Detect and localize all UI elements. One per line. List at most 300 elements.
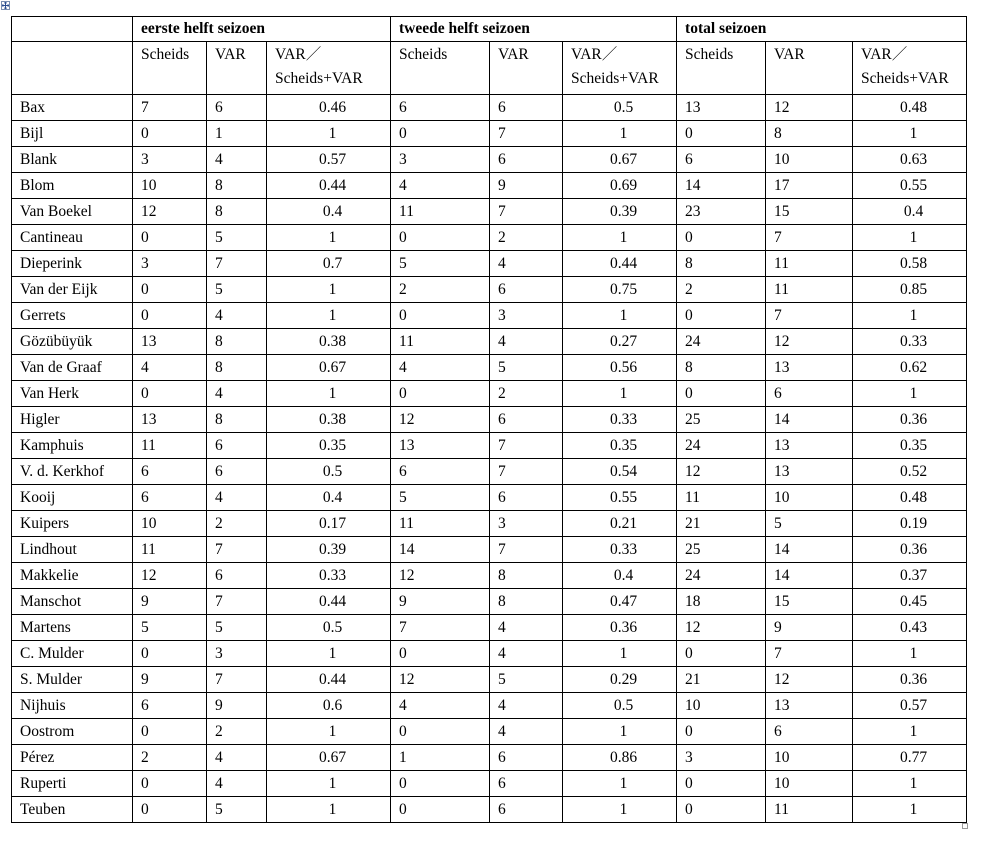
scheids-cell: 11 — [677, 485, 766, 511]
subheader-var: VAR — [766, 42, 853, 95]
table-row — [12, 329, 967, 355]
var-cell: 4 — [207, 381, 267, 407]
var-cell: 8 — [490, 589, 563, 615]
scheids-cell: 6 — [133, 693, 207, 719]
ratio-cell: 1 — [563, 771, 677, 797]
var-cell: 14 — [766, 563, 853, 589]
scheids-cell: 5 — [391, 485, 490, 511]
ratio-cell: 1 — [853, 225, 967, 251]
var-cell: 8 — [207, 199, 267, 225]
ratio-cell: 1 — [563, 719, 677, 745]
scheids-cell: 11 — [133, 433, 207, 459]
ratio-cell: 1 — [563, 797, 677, 823]
scheids-cell: 11 — [391, 199, 490, 225]
ratio-cell: 1 — [267, 225, 391, 251]
table-row — [12, 667, 967, 693]
var-cell: 8 — [207, 355, 267, 381]
scheids-cell: 0 — [133, 277, 207, 303]
ratio-cell: 0.86 — [563, 745, 677, 771]
scheids-cell: 0 — [677, 121, 766, 147]
scheids-cell: 2 — [133, 745, 207, 771]
ratio-cell: 0.58 — [853, 251, 967, 277]
ratio-cell: 0.46 — [267, 95, 391, 121]
var-cell: 6 — [490, 797, 563, 823]
scheids-cell: 9 — [133, 589, 207, 615]
var-cell: 7 — [490, 459, 563, 485]
scheids-cell: 12 — [677, 615, 766, 641]
scheids-cell: 4 — [391, 173, 490, 199]
scheids-cell: 0 — [677, 771, 766, 797]
table-resize-handle-icon[interactable] — [962, 823, 968, 829]
var-cell: 5 — [766, 511, 853, 537]
ratio-cell: 0.44 — [563, 251, 677, 277]
var-cell: 14 — [766, 407, 853, 433]
referee-name-cell: Van der Eijk — [12, 277, 133, 303]
scheids-cell: 3 — [133, 251, 207, 277]
ratio-cell: 0.48 — [853, 485, 967, 511]
var-cell: 1 — [207, 121, 267, 147]
ratio-cell: 0.39 — [267, 537, 391, 563]
scheids-cell: 11 — [391, 329, 490, 355]
ratio-cell: 0.57 — [267, 147, 391, 173]
scheids-cell: 0 — [391, 641, 490, 667]
referee-name-cell: C. Mulder — [12, 641, 133, 667]
ratio-cell: 0.5 — [563, 693, 677, 719]
var-cell: 7 — [490, 537, 563, 563]
ratio-line-2: Scheids+VAR — [571, 70, 659, 87]
ratio-cell: 0.33 — [563, 537, 677, 563]
ratio-cell: 1 — [563, 121, 677, 147]
referee-name-cell: Teuben — [12, 797, 133, 823]
scheids-cell: 21 — [677, 667, 766, 693]
var-cell: 15 — [766, 199, 853, 225]
scheids-cell: 3 — [133, 147, 207, 173]
ratio-cell: 0.17 — [267, 511, 391, 537]
ratio-cell: 0.5 — [267, 459, 391, 485]
table-row — [12, 485, 967, 511]
table-row — [12, 381, 967, 407]
table-row — [12, 303, 967, 329]
ratio-cell: 1 — [853, 303, 967, 329]
var-cell: 9 — [490, 173, 563, 199]
ratio-cell: 0.67 — [267, 355, 391, 381]
ratio-cell: 1 — [563, 641, 677, 667]
var-cell: 7 — [766, 303, 853, 329]
var-cell: 12 — [766, 667, 853, 693]
group-header-second-half: tweede helft seizoen — [391, 17, 677, 42]
var-cell: 9 — [207, 693, 267, 719]
ratio-cell: 1 — [267, 121, 391, 147]
ratio-cell: 1 — [853, 797, 967, 823]
scheids-cell: 6 — [677, 147, 766, 173]
table-row — [12, 95, 967, 121]
ratio-cell: 0.69 — [563, 173, 677, 199]
table-row — [12, 589, 967, 615]
group-header-first-half: eerste helft seizoen — [133, 17, 391, 42]
scheids-cell: 0 — [677, 225, 766, 251]
table-row — [12, 459, 967, 485]
scheids-cell: 4 — [391, 693, 490, 719]
referee-name-cell: Oostrom — [12, 719, 133, 745]
scheids-cell: 6 — [133, 459, 207, 485]
var-cell: 2 — [490, 225, 563, 251]
referee-name-cell: Kooij — [12, 485, 133, 511]
var-cell: 11 — [766, 251, 853, 277]
referee-name-cell: Nijhuis — [12, 693, 133, 719]
ratio-cell: 1 — [853, 771, 967, 797]
scheids-cell: 3 — [677, 745, 766, 771]
ratio-cell: 1 — [267, 303, 391, 329]
subheader-ratio — [563, 42, 677, 95]
scheids-cell: 12 — [391, 407, 490, 433]
scheids-cell: 18 — [677, 589, 766, 615]
scheids-cell: 24 — [677, 433, 766, 459]
scheids-cell: 0 — [391, 797, 490, 823]
referee-name-cell: Pérez — [12, 745, 133, 771]
var-cell: 11 — [766, 277, 853, 303]
table-body — [12, 17, 967, 823]
scheids-cell: 6 — [133, 485, 207, 511]
ratio-cell: 0.4 — [563, 563, 677, 589]
ratio-cell: 0.37 — [853, 563, 967, 589]
var-cell: 4 — [490, 641, 563, 667]
var-cell: 5 — [207, 277, 267, 303]
scheids-cell: 10 — [677, 693, 766, 719]
ratio-line-1: VAR／ — [275, 46, 322, 63]
ratio-cell: 0.33 — [563, 407, 677, 433]
var-cell: 2 — [490, 381, 563, 407]
referee-name-cell: Manschot — [12, 589, 133, 615]
referee-name-cell: V. d. Kerkhof — [12, 459, 133, 485]
ratio-cell: 0.54 — [563, 459, 677, 485]
ratio-cell: 1 — [563, 381, 677, 407]
ratio-cell: 1 — [267, 771, 391, 797]
ratio-cell: 0.44 — [267, 589, 391, 615]
scheids-cell: 12 — [677, 459, 766, 485]
var-cell: 7 — [490, 433, 563, 459]
var-cell: 5 — [207, 797, 267, 823]
scheids-cell: 0 — [133, 121, 207, 147]
var-cell: 4 — [207, 485, 267, 511]
var-cell: 7 — [490, 121, 563, 147]
var-cell: 4 — [207, 771, 267, 797]
ratio-cell: 0.4 — [853, 199, 967, 225]
referee-name-cell: Ruperti — [12, 771, 133, 797]
var-cell: 3 — [207, 641, 267, 667]
table-row — [12, 537, 967, 563]
var-cell: 10 — [766, 771, 853, 797]
referee-name-cell: Lindhout — [12, 537, 133, 563]
ratio-cell: 1 — [563, 303, 677, 329]
var-cell: 13 — [766, 433, 853, 459]
scheids-cell: 0 — [133, 797, 207, 823]
subheader-var: VAR — [490, 42, 563, 95]
corner-cell — [12, 17, 133, 42]
ratio-cell: 0.39 — [563, 199, 677, 225]
scheids-cell: 0 — [133, 303, 207, 329]
scheids-cell: 4 — [391, 355, 490, 381]
scheids-cell: 24 — [677, 329, 766, 355]
referee-name-cell: Martens — [12, 615, 133, 641]
var-cell: 4 — [490, 251, 563, 277]
subheader-ratio — [267, 42, 391, 95]
ratio-cell: 0.21 — [563, 511, 677, 537]
ratio-cell: 0.36 — [563, 615, 677, 641]
ratio-cell: 0.33 — [853, 329, 967, 355]
ratio-cell: 0.48 — [853, 95, 967, 121]
scheids-cell: 11 — [133, 537, 207, 563]
scheids-cell: 10 — [133, 173, 207, 199]
ratio-cell: 1 — [267, 797, 391, 823]
subheader-row — [12, 42, 967, 95]
ratio-cell: 0.6 — [267, 693, 391, 719]
referee-name-cell: Higler — [12, 407, 133, 433]
var-cell: 4 — [207, 303, 267, 329]
var-cell: 2 — [207, 511, 267, 537]
scheids-cell: 0 — [677, 303, 766, 329]
ratio-cell: 0.63 — [853, 147, 967, 173]
ratio-cell: 1 — [267, 641, 391, 667]
scheids-cell: 0 — [391, 121, 490, 147]
referee-name-cell: Kuipers — [12, 511, 133, 537]
ratio-cell: 0.67 — [563, 147, 677, 173]
var-cell: 7 — [766, 225, 853, 251]
var-cell: 3 — [490, 511, 563, 537]
var-cell: 14 — [766, 537, 853, 563]
var-cell: 7 — [766, 641, 853, 667]
referee-name-cell: Blom — [12, 173, 133, 199]
var-cell: 6 — [490, 771, 563, 797]
scheids-cell: 0 — [677, 641, 766, 667]
table-row — [12, 693, 967, 719]
scheids-cell: 0 — [391, 303, 490, 329]
ratio-cell: 0.4 — [267, 199, 391, 225]
scheids-cell: 0 — [133, 381, 207, 407]
scheids-cell: 14 — [391, 537, 490, 563]
ratio-cell: 0.33 — [267, 563, 391, 589]
referee-var-table — [11, 16, 967, 823]
var-cell: 15 — [766, 589, 853, 615]
var-cell: 8 — [207, 173, 267, 199]
var-cell: 7 — [490, 199, 563, 225]
ratio-cell: 0.38 — [267, 407, 391, 433]
var-cell: 8 — [490, 563, 563, 589]
var-cell: 10 — [766, 485, 853, 511]
var-cell: 10 — [766, 147, 853, 173]
table-row — [12, 797, 967, 823]
var-cell: 5 — [207, 225, 267, 251]
var-cell: 4 — [490, 615, 563, 641]
group-header-row — [12, 17, 967, 42]
ratio-cell: 0.35 — [267, 433, 391, 459]
ratio-cell: 0.57 — [853, 693, 967, 719]
ratio-cell: 0.67 — [267, 745, 391, 771]
scheids-cell: 0 — [391, 225, 490, 251]
table-move-handle-icon[interactable] — [1, 1, 10, 10]
table-row — [12, 615, 967, 641]
subheader-ratio — [853, 42, 967, 95]
scheids-cell: 25 — [677, 407, 766, 433]
scheids-cell: 7 — [133, 95, 207, 121]
subheader-scheids: Scheids — [133, 42, 207, 95]
ratio-cell: 0.38 — [267, 329, 391, 355]
ratio-cell: 0.35 — [853, 433, 967, 459]
ratio-cell: 0.29 — [563, 667, 677, 693]
var-cell: 6 — [207, 95, 267, 121]
ratio-cell: 0.5 — [267, 615, 391, 641]
scheids-cell: 24 — [677, 563, 766, 589]
var-cell: 8 — [207, 329, 267, 355]
scheids-cell: 13 — [133, 329, 207, 355]
referee-name-cell: Kamphuis — [12, 433, 133, 459]
referee-name-cell: S. Mulder — [12, 667, 133, 693]
scheids-cell: 0 — [677, 719, 766, 745]
var-cell: 12 — [766, 329, 853, 355]
subheader-scheids: Scheids — [677, 42, 766, 95]
ratio-cell: 0.19 — [853, 511, 967, 537]
ratio-cell: 0.44 — [267, 667, 391, 693]
scheids-cell: 2 — [677, 277, 766, 303]
referee-name-cell: Bax — [12, 95, 133, 121]
referee-name-cell: Van de Graaf — [12, 355, 133, 381]
subheader-var: VAR — [207, 42, 267, 95]
var-cell: 7 — [207, 537, 267, 563]
subheader-scheids: Scheids — [391, 42, 490, 95]
scheids-cell: 0 — [391, 771, 490, 797]
table-row — [12, 251, 967, 277]
ratio-cell: 0.62 — [853, 355, 967, 381]
var-cell: 9 — [766, 615, 853, 641]
ratio-cell: 1 — [267, 277, 391, 303]
ratio-cell: 0.56 — [563, 355, 677, 381]
ratio-cell: 1 — [853, 641, 967, 667]
referee-name-cell: Van Boekel — [12, 199, 133, 225]
var-cell: 6 — [207, 459, 267, 485]
ratio-line-2: Scheids+VAR — [275, 70, 363, 87]
scheids-cell: 0 — [677, 381, 766, 407]
scheids-cell: 0 — [677, 797, 766, 823]
ratio-line-2: Scheids+VAR — [861, 70, 949, 87]
var-cell: 6 — [490, 95, 563, 121]
table-row — [12, 199, 967, 225]
var-cell: 17 — [766, 173, 853, 199]
scheids-cell: 11 — [391, 511, 490, 537]
ratio-cell: 0.45 — [853, 589, 967, 615]
var-cell: 4 — [490, 693, 563, 719]
scheids-cell: 23 — [677, 199, 766, 225]
ratio-cell: 0.43 — [853, 615, 967, 641]
subheader-empty-cell — [12, 42, 133, 95]
var-cell: 6 — [766, 719, 853, 745]
scheids-cell: 0 — [133, 225, 207, 251]
var-cell: 13 — [766, 693, 853, 719]
table-row — [12, 277, 967, 303]
ratio-line-1: VAR／ — [571, 46, 618, 63]
scheids-cell: 25 — [677, 537, 766, 563]
referee-name-cell: Blank — [12, 147, 133, 173]
table-row — [12, 745, 967, 771]
var-cell: 12 — [766, 95, 853, 121]
table-row — [12, 563, 967, 589]
scheids-cell: 12 — [391, 667, 490, 693]
scheids-cell: 13 — [677, 95, 766, 121]
ratio-cell: 0.27 — [563, 329, 677, 355]
var-cell: 11 — [766, 797, 853, 823]
table-row — [12, 719, 967, 745]
scheids-cell: 10 — [133, 511, 207, 537]
table-row — [12, 407, 967, 433]
ratio-line-1: VAR／ — [861, 46, 908, 63]
var-cell: 3 — [490, 303, 563, 329]
ratio-cell: 0.77 — [853, 745, 967, 771]
ratio-cell: 0.36 — [853, 667, 967, 693]
table-row — [12, 355, 967, 381]
scheids-cell: 6 — [391, 95, 490, 121]
var-cell: 2 — [207, 719, 267, 745]
ratio-cell: 0.55 — [563, 485, 677, 511]
ratio-cell: 0.36 — [853, 407, 967, 433]
var-cell: 7 — [207, 589, 267, 615]
var-cell: 13 — [766, 355, 853, 381]
ratio-cell: 0.7 — [267, 251, 391, 277]
referee-name-cell: Cantineau — [12, 225, 133, 251]
table-row — [12, 173, 967, 199]
var-cell: 6 — [490, 745, 563, 771]
scheids-cell: 12 — [133, 563, 207, 589]
var-cell: 7 — [207, 667, 267, 693]
var-cell: 6 — [490, 407, 563, 433]
table-row — [12, 433, 967, 459]
ratio-cell: 0.44 — [267, 173, 391, 199]
scheids-cell: 8 — [677, 355, 766, 381]
scheids-cell: 5 — [391, 251, 490, 277]
scheids-cell: 0 — [391, 719, 490, 745]
var-cell: 5 — [207, 615, 267, 641]
var-cell: 4 — [490, 719, 563, 745]
scheids-cell: 0 — [133, 771, 207, 797]
ratio-cell: 1 — [853, 719, 967, 745]
ratio-cell: 0.4 — [267, 485, 391, 511]
var-cell: 8 — [207, 407, 267, 433]
var-cell: 13 — [766, 459, 853, 485]
table-row — [12, 147, 967, 173]
ratio-cell: 1 — [853, 381, 967, 407]
referee-name-cell: Gözübüyük — [12, 329, 133, 355]
var-cell: 7 — [207, 251, 267, 277]
referee-name-cell: Makkelie — [12, 563, 133, 589]
ratio-cell: 1 — [267, 719, 391, 745]
scheids-cell: 0 — [133, 719, 207, 745]
var-cell: 5 — [490, 355, 563, 381]
scheids-cell: 7 — [391, 615, 490, 641]
scheids-cell: 8 — [677, 251, 766, 277]
scheids-cell: 4 — [133, 355, 207, 381]
var-cell: 6 — [490, 485, 563, 511]
table-row — [12, 641, 967, 667]
referee-name-cell: Dieperink — [12, 251, 133, 277]
scheids-cell: 12 — [133, 199, 207, 225]
var-cell: 4 — [207, 745, 267, 771]
var-cell: 8 — [766, 121, 853, 147]
ratio-cell: 0.5 — [563, 95, 677, 121]
var-cell: 6 — [490, 147, 563, 173]
scheids-cell: 0 — [133, 641, 207, 667]
scheids-cell: 0 — [391, 381, 490, 407]
var-cell: 6 — [207, 563, 267, 589]
referee-name-cell: Van Herk — [12, 381, 133, 407]
ratio-cell: 0.85 — [853, 277, 967, 303]
var-cell: 5 — [490, 667, 563, 693]
